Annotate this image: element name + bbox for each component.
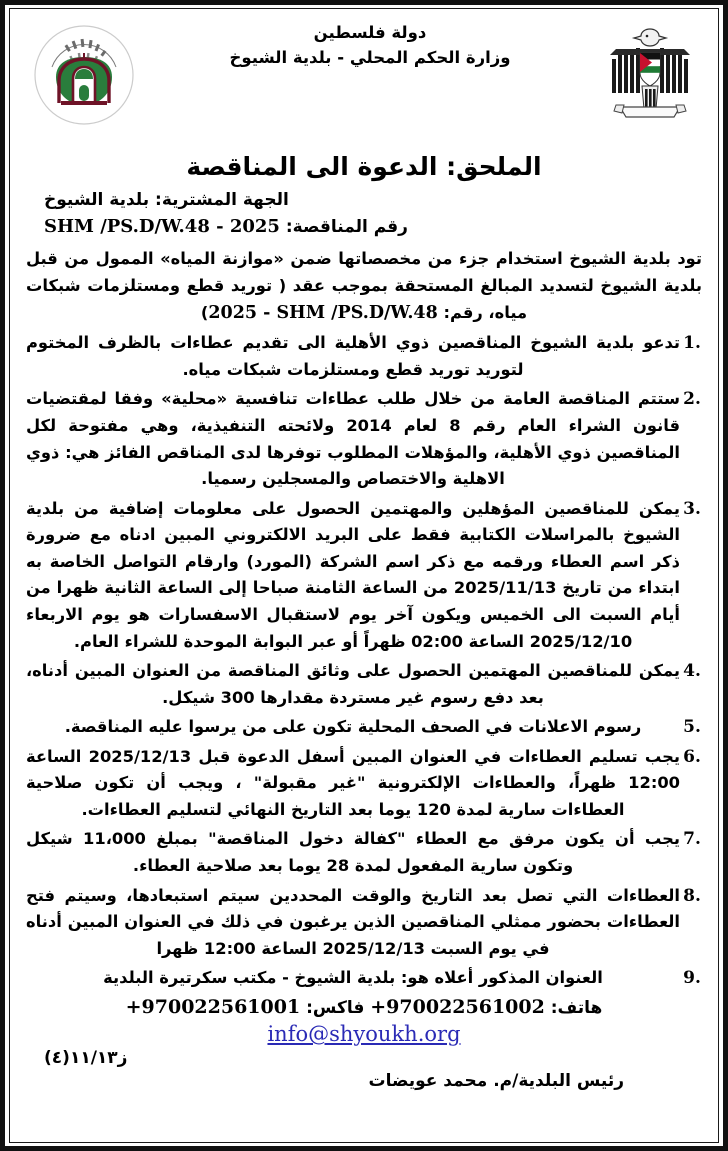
clause-text: العنوان المذكور أعلاه هو: بلدية الشيوخ - مكتب سكرتيرة البلدية xyxy=(103,968,603,988)
clause-text: يمكن للمناقصين المهتمين الحصول على وثائق المناقصة من العنوان المبين أدناه، بعد دفع رسوم غير مستردة مقدارها 300 شيكل. xyxy=(26,661,680,707)
intro-tender-code: 2025 - SHM /PS.D/W.48 xyxy=(208,303,438,324)
clause-number: 6. xyxy=(683,746,701,767)
clause-number: 3. xyxy=(683,498,701,519)
clause-number: 9. xyxy=(683,968,701,989)
clause-text: يمكن للمناقصين المؤهلين والمهتمين الحصول على معلومات إضافية من بلدية الشيوخ بالمراسلات الكتابية فقط على البريد الالكتروني المبين ادناه مع ضرورة ذكر اسم العطاء ورقمه مع ذكر اسم الشركة (المورد) وارقام التواصل الخاصة به ابتداء من تاريخ 2025/11/13 من الساعة الثامنة صباحا إلى الساعة الثانية ظهرا من أيام السبت الى الخميس ويكون آخر يوم لاستقبال الاسفسارات هو يوم الاربعاء 2025/12/10 الساعة 02:00 ظهراً أو عبر البوابة الموحدة للشراء العام. xyxy=(26,498,680,651)
reference-code: ز١١/١٣(٤) xyxy=(44,1048,128,1069)
clause-text: يجب أن يكون مرفق مع العطاء "كفالة دخول المناقصة" بمبلغ 11،000 شيكل وتكون سارية المفعول لمدة 28 يوما بعد صلاحية العطاء. xyxy=(26,829,680,876)
clause-item xyxy=(26,965,702,992)
clause-text: يجب تسليم العطاءات في العنوان المبين أسفل الدعوة قبل 2025/12/13 الساعة 12:00 ظهراً، والعطاءات الإلكترونية "غير مقبولة" ، ويجب أن تكون صلاحية العطاءات سارية لمدة 120 يوما بعد التاريخ النهائي لتسليم العطاءات. xyxy=(26,746,680,819)
phone-label: هاتف: xyxy=(550,997,603,1018)
document-inner-frame xyxy=(9,8,719,1143)
tender-meta-block xyxy=(26,187,702,241)
intro-close-paren: ) xyxy=(200,303,209,323)
contact-phone-fax-line xyxy=(26,993,702,1022)
palestine-coat-of-arms-icon xyxy=(604,25,696,125)
clause-list xyxy=(26,330,702,992)
document-header xyxy=(26,19,702,145)
clause-item xyxy=(26,330,702,383)
clause-text: تدعو بلدية الشيوخ المناقصين ذوي الأهلية الى تقديم عطاءات بالظرف المختوم لتوريد توريد قطع ومستلزمات شبكات مياه. xyxy=(26,333,680,379)
intro-text: تود بلدية الشيوخ استخدام جزء من مخصصاتها ضمن «موازنة المياه» الممول من قبل بلدية الشيوخ لتسديد المبالغ المستحقة بموجب عقد ( توريد قطع ومستلزمات شبكات مياه، رقم: xyxy=(26,249,702,323)
clause-item xyxy=(26,826,702,879)
clause-number: 2. xyxy=(683,389,701,410)
email-link[interactable]: info@shyoukh.org xyxy=(267,1022,461,1047)
state-name: دولة فلسطين xyxy=(313,23,427,42)
contact-email-line xyxy=(26,1022,702,1046)
clause-item xyxy=(26,744,702,824)
shuyukh-municipality-emblem-icon xyxy=(32,23,136,127)
clause-number: 5. xyxy=(683,717,701,738)
fax-label: فاكس: xyxy=(306,997,365,1018)
clause-item xyxy=(26,714,702,741)
document-footer xyxy=(26,1048,702,1096)
clause-text: ستتم المناقصة العامة من خلال طلب عطاءات تنافسية «محلية» وفقا لمقتضيات قانون الشراء العام رقم 8 لعام 2014 ولائحته التنفيذية، وهي مفتوحة لكل المناقصين ذوي الأهلية، والمؤهلات المطلوب توفرها لدى المناقص الفائز هي: ذوي الاهلية والاختصاص والمسجلين رسميا. xyxy=(26,389,680,489)
clause-number: 8. xyxy=(683,885,701,906)
intro-paragraph xyxy=(26,246,702,327)
buyer-entity: الجهة المشترية: بلدية الشيوخ xyxy=(44,190,289,210)
page-title: الملحق: الدعوة الى المناقصة xyxy=(186,152,542,181)
tender-number-value: SHM /PS.D/W.48 - 2025 xyxy=(44,216,280,238)
clause-number: 4. xyxy=(683,661,701,682)
clause-text: رسوم الاعلانات في الصحف المحلية تكون على من يرسوا عليه المناقصة. xyxy=(64,717,642,737)
tender-number-line xyxy=(44,213,702,241)
document-content xyxy=(10,9,718,1142)
clause-item xyxy=(26,658,702,711)
clause-item xyxy=(26,883,702,963)
fax-value: +970022561001 xyxy=(125,995,301,1018)
clause-number: 1. xyxy=(683,333,701,354)
header-text-block xyxy=(142,21,598,70)
clause-item xyxy=(26,386,702,492)
clause-number: 7. xyxy=(683,829,701,850)
ministry-name: وزارة الحكم المحلي - بلدية الشيوخ xyxy=(229,47,511,67)
tender-number-label: رقم المناقصة: xyxy=(285,217,408,238)
mayor-signature: رئيس البلدية/م. محمد عويضات xyxy=(368,1071,624,1092)
phone-value: +970022561002 xyxy=(370,995,545,1018)
clause-text: العطاءات التي تصل بعد التاريخ والوقت المحددين سيتم استبعادها، وسيتم فتح العطاءات بحضور ممثلي المناقصين الذين يرغبون في ذلك في العنوان المبين أدناه في يوم السبت 2025/12/13 الساعة 12:00 ظهرا xyxy=(26,885,680,958)
clause-item xyxy=(26,496,702,655)
